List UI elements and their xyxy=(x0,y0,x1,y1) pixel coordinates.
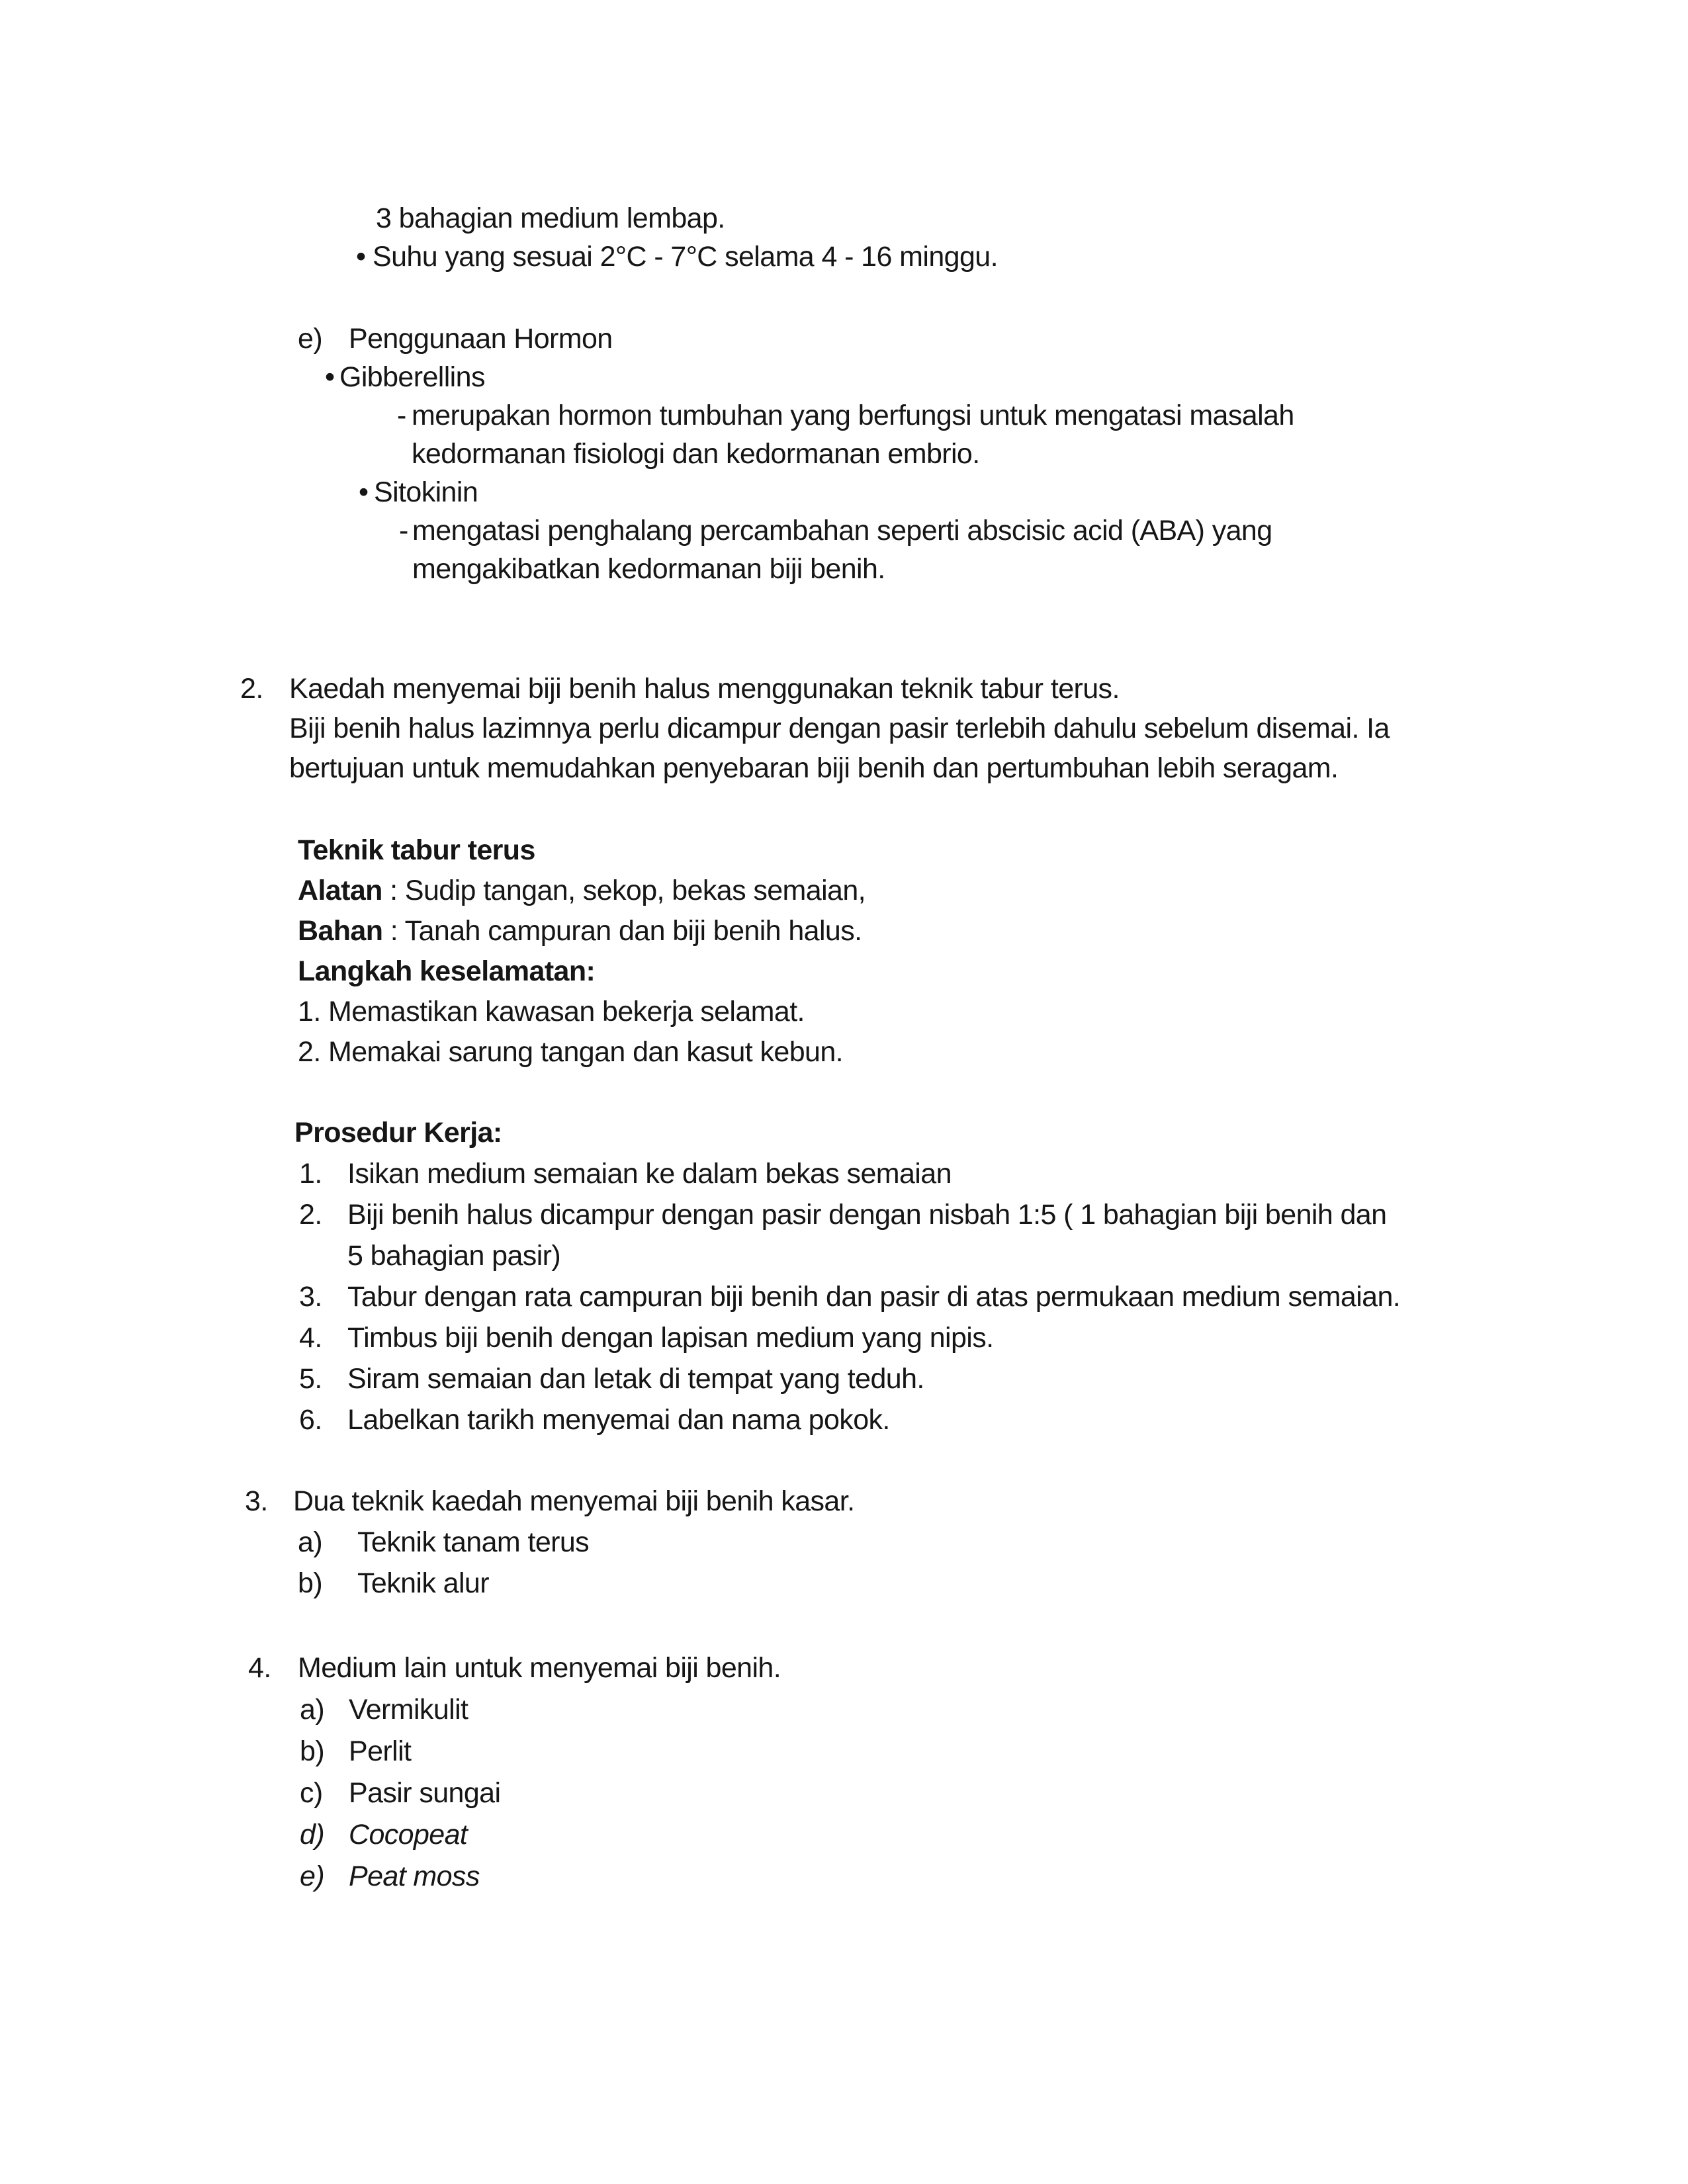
item3-title-line xyxy=(0,1481,1688,1522)
option-text: Vermikulit xyxy=(349,1694,468,1725)
sitokinin-name: Sitokinin xyxy=(374,476,478,508)
step-number: 6. xyxy=(299,1404,322,1436)
item2-body-line1: Biji benih halus lazimnya perlu dicampur dengan pasir terlebih dahulu sebelum disemai. Ia xyxy=(289,713,1390,744)
teknik-heading: Teknik tabur terus xyxy=(298,834,535,866)
prosedur-step-2 xyxy=(0,1194,1688,1235)
section-teknik xyxy=(0,830,1688,1072)
alatan-line xyxy=(0,871,1688,911)
section-hormone-top xyxy=(0,199,1688,276)
dash-marker: - xyxy=(399,515,408,546)
option-marker: e) xyxy=(300,1860,325,1892)
langkah-heading: Langkah keselamatan: xyxy=(298,955,596,987)
option-text: Pasir sungai xyxy=(349,1777,501,1809)
option-text: Peat moss xyxy=(349,1860,480,1892)
item-e-line xyxy=(0,320,1688,358)
bahan-value: : Tanah campuran dan biji benih halus. xyxy=(382,915,862,947)
item4-title-line xyxy=(0,1647,1688,1689)
item4-title: Medium lain untuk menyemai biji benih. xyxy=(298,1652,781,1684)
prosedur-step-3 xyxy=(0,1276,1688,1317)
alatan-value: : Sudip tangan, sekop, bekas semaian, xyxy=(382,875,866,906)
bahan-line xyxy=(0,911,1688,951)
option-marker: a) xyxy=(298,1526,323,1558)
item3-number: 3. xyxy=(245,1485,268,1517)
item4-option-c xyxy=(0,1772,1688,1814)
sitokinin-desc-line1 xyxy=(0,511,1688,550)
step-number: 1. xyxy=(299,1158,322,1190)
bullet-icon: • xyxy=(356,241,366,273)
option-text: Perlit xyxy=(349,1735,412,1767)
item2-title-line xyxy=(0,669,1688,709)
option-marker: c) xyxy=(300,1777,323,1809)
prosedur-step-5 xyxy=(0,1358,1688,1399)
option-marker: a) xyxy=(300,1694,325,1725)
prosedur-step-4 xyxy=(0,1317,1688,1358)
sitokinin-desc-line2: mengakibatkan kedormanan biji benih. xyxy=(412,553,885,585)
prosedur-heading: Prosedur Kerja: xyxy=(294,1117,502,1149)
hormone-cont-line: 3 bahagian medium lembap. xyxy=(376,202,725,234)
item-e-title: Penggunaan Hormon xyxy=(349,323,613,355)
step-text: Isikan medium semaian ke dalam bekas semaian xyxy=(347,1158,952,1190)
item2-body-line2: bertujuan untuk memudahkan penyebaran biji benih dan pertumbuhan lebih seragam. xyxy=(289,752,1339,784)
section-item4 xyxy=(0,1647,1688,1898)
item2-title: Kaedah menyemai biji benih halus menggunakan teknik tabur terus. xyxy=(289,673,1120,705)
gibberellins-name: Gibberellins xyxy=(339,361,485,393)
section-item2 xyxy=(0,669,1688,788)
gibberellins-desc-text1: merupakan hormon tumbuhan yang berfungsi untuk mengatasi masalah xyxy=(412,400,1294,431)
bullet-icon: • xyxy=(359,476,369,508)
step-number: 4. xyxy=(299,1322,322,1354)
step-text: Timbus biji benih dengan lapisan medium yang nipis. xyxy=(347,1322,994,1354)
prosedur-step-6 xyxy=(0,1399,1688,1440)
option-text: Cocopeat xyxy=(349,1819,468,1851)
section-item3 xyxy=(0,1481,1688,1604)
item2-number: 2. xyxy=(240,673,263,705)
option-text: Teknik tanam terus xyxy=(357,1526,590,1558)
step-number: 5. xyxy=(299,1363,322,1395)
step-text: Tabur dengan rata campuran biji benih dan pasir di atas permukaan medium semaian. xyxy=(347,1281,1401,1313)
option-marker: b) xyxy=(300,1735,325,1767)
step-text: Labelkan tarikh menyemai dan nama pokok. xyxy=(347,1404,890,1436)
option-marker: b) xyxy=(298,1567,323,1599)
section-prosedur xyxy=(0,1112,1688,1440)
option-text: Teknik alur xyxy=(357,1567,489,1599)
step-number: 3. xyxy=(299,1281,322,1313)
sitokinin-desc-text1: mengatasi penghalang percambahan seperti abscisic acid (ABA) yang xyxy=(412,515,1272,546)
langkah-item-1: 1. Memastikan kawasan bekerja selamat. xyxy=(298,996,805,1027)
bahan-label: Bahan xyxy=(298,915,383,947)
alatan-label: Alatan xyxy=(298,875,382,906)
gibberellins-desc-line1 xyxy=(0,396,1688,435)
option-marker: d) xyxy=(300,1819,325,1851)
prosedur-step-1 xyxy=(0,1153,1688,1194)
dash-marker: - xyxy=(397,400,406,431)
item3-option-b xyxy=(0,1563,1688,1604)
step-text: Siram semaian dan letak di tempat yang teduh. xyxy=(347,1363,924,1395)
item3-title: Dua teknik kaedah menyemai biji benih kasar. xyxy=(293,1485,855,1517)
section-hormone-use xyxy=(0,320,1688,588)
prosedur-step-2-cont: 5 bahagian pasir) xyxy=(347,1240,561,1272)
gibberellins-desc-line2: kedormanan fisiologi dan kedormanan embrio. xyxy=(412,438,980,470)
gibberellins-bullet-line xyxy=(0,358,1688,396)
item4-option-d xyxy=(0,1814,1688,1856)
item-e-marker: e) xyxy=(298,323,323,355)
bullet-icon: • xyxy=(325,361,335,393)
item3-option-a xyxy=(0,1522,1688,1563)
step-text: Biji benih halus dicampur dengan pasir dengan nisbah 1:5 ( 1 bahagian biji benih dan xyxy=(347,1199,1387,1231)
item4-option-a xyxy=(0,1689,1688,1731)
langkah-item-2: 2. Memakai sarung tangan dan kasut kebun. xyxy=(298,1036,843,1068)
item4-option-b xyxy=(0,1731,1688,1772)
item4-option-e xyxy=(0,1856,1688,1898)
sitokinin-bullet-line xyxy=(0,473,1688,511)
suhu-bullet-text: Suhu yang sesuai 2°C - 7°C selama 4 - 16 minggu. xyxy=(373,241,998,273)
item4-number: 4. xyxy=(248,1652,271,1684)
suhu-bullet-line xyxy=(0,238,1688,276)
step-number: 2. xyxy=(299,1199,322,1231)
